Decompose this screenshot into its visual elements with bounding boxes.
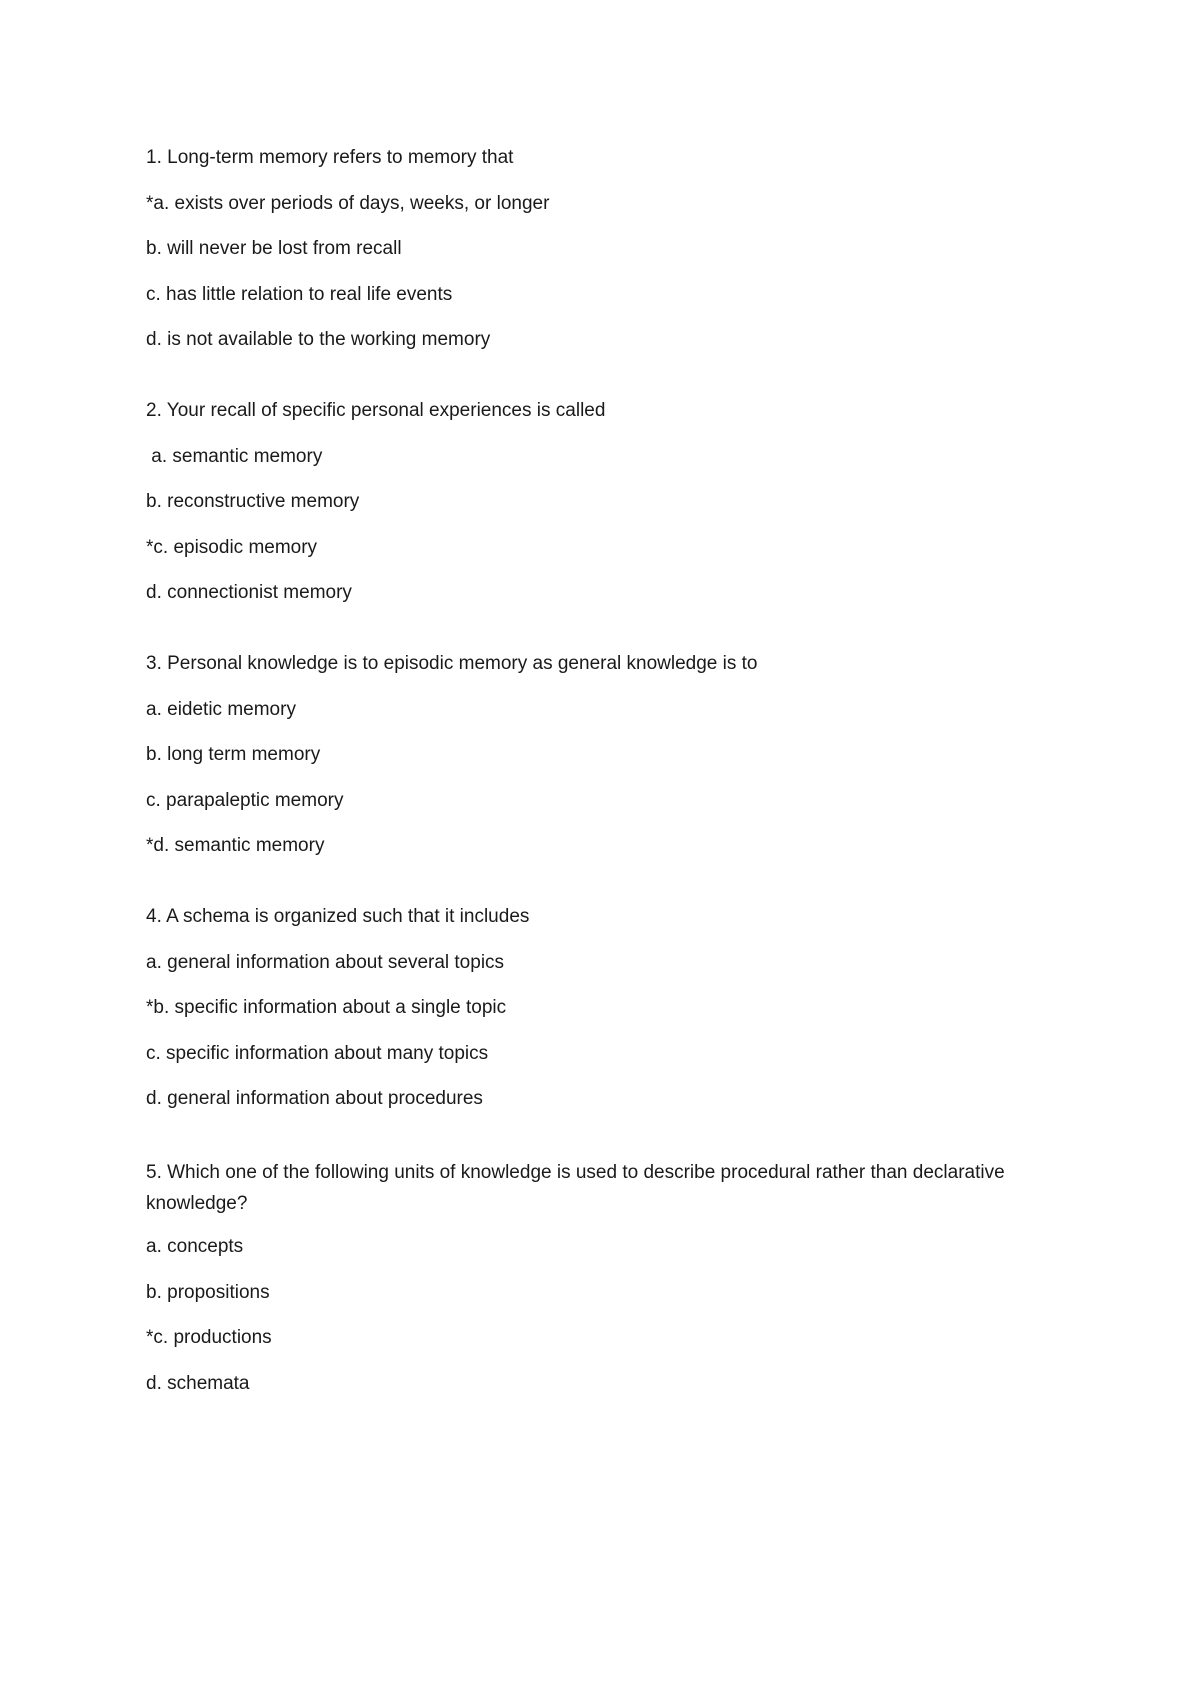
question-5-option-a: a. concepts bbox=[146, 1236, 244, 1257]
question-4-option-d: d. general information about procedures bbox=[146, 1088, 483, 1109]
question-5-stem: 5. Which one of the following units of knowledge is used to describe procedural rather than declarative knowledge? bbox=[146, 1162, 1010, 1214]
question-3-option-a: a. eidetic memory bbox=[146, 698, 296, 720]
question-4-stem: 4. A schema is organized such that it includes bbox=[146, 906, 530, 927]
question-1-option-d: d. is not available to the working memory bbox=[146, 329, 491, 350]
question-5-option-b: b. propositions bbox=[146, 1281, 270, 1303]
question-4-option-a: a. general information about several topics bbox=[146, 951, 505, 973]
question-4-option-b: *b. specific information about a single topic bbox=[146, 997, 507, 1018]
question-3-stem: 3. Personal knowledge is to episodic memory as general knowledge is to bbox=[146, 653, 758, 674]
question-3 bbox=[146, 651, 1046, 859]
question-3-option-b: b. long term memory bbox=[146, 744, 321, 765]
question-4 bbox=[146, 904, 1046, 1112]
question-4-option-c: c. specific information about many topics bbox=[146, 1042, 489, 1064]
question-1-stem: 1. Long-term memory refers to memory that bbox=[146, 147, 514, 168]
question-2-option-a: a. semantic memory bbox=[146, 445, 323, 467]
document-page bbox=[146, 145, 1046, 1442]
question-2-option-d: d. connectionist memory bbox=[146, 582, 352, 603]
question-2 bbox=[146, 398, 1046, 606]
question-5-option-c: *c. productions bbox=[146, 1327, 272, 1348]
question-2-stem: 2. Your recall of specific personal experiences is called bbox=[146, 400, 606, 421]
question-2-option-b: b. reconstructive memory bbox=[146, 491, 360, 512]
question-1-option-a: *a. exists over periods of days, weeks, or longer bbox=[146, 192, 550, 214]
question-3-option-d: *d. semantic memory bbox=[146, 835, 325, 856]
question-3-option-c: c. parapaleptic memory bbox=[146, 789, 344, 811]
question-5-option-d: d. schemata bbox=[146, 1372, 250, 1394]
question-1-option-c: c. has little relation to real life events bbox=[146, 283, 453, 305]
question-5 bbox=[146, 1157, 1046, 1397]
question-1-option-b: b. will never be lost from recall bbox=[146, 238, 402, 259]
question-1 bbox=[146, 145, 1046, 353]
question-2-option-c: *c. episodic memory bbox=[146, 536, 318, 558]
